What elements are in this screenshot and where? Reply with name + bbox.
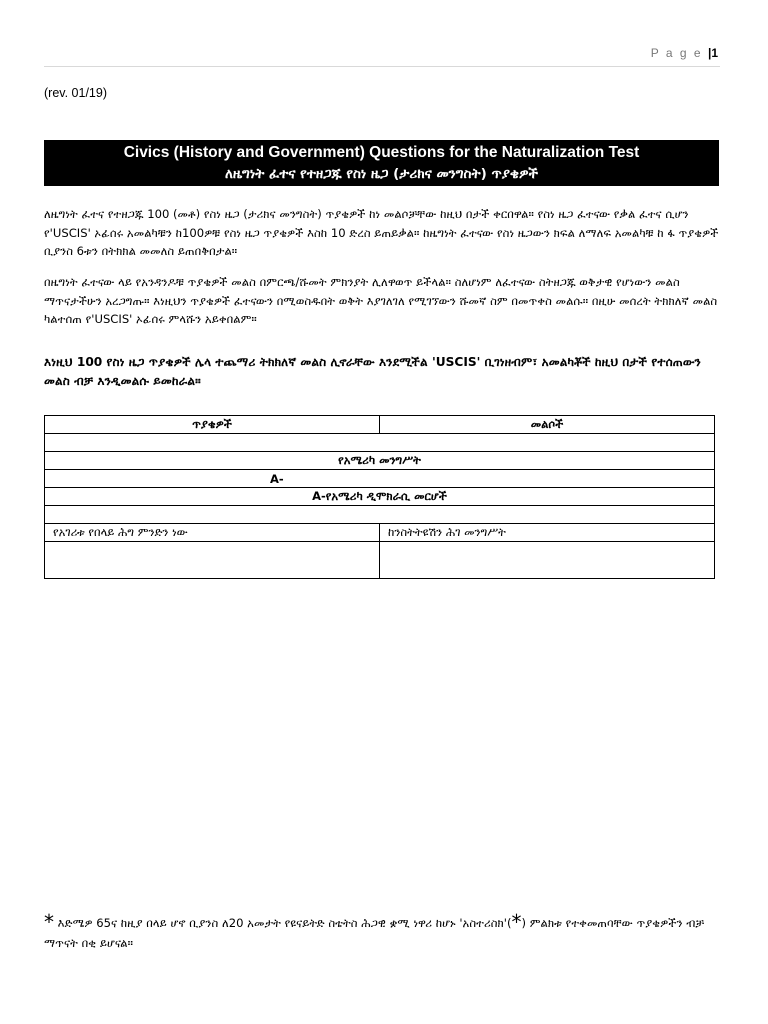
empty-row xyxy=(45,434,715,452)
empty-cell xyxy=(45,506,715,524)
subsection-row xyxy=(45,488,715,506)
table-header-row xyxy=(45,416,715,434)
section-title: የአሜሪካ መንግሥት xyxy=(45,452,715,470)
asterisk-icon: * xyxy=(511,910,522,934)
question-cell xyxy=(45,542,380,579)
page-separator: | xyxy=(707,46,712,60)
answer-cell xyxy=(380,542,715,579)
answers-column-header: መልሶች xyxy=(380,416,715,434)
title-amharic: ለዜግነት ፈተና የተዘጋጁ የስነ ዜጋ (ታሪክና መንግስት) ጥያቄዎች xyxy=(224,166,539,182)
question-cell: የአገሪቱ የበላይ ሕግ ምንድን ነው xyxy=(45,524,380,542)
page-header xyxy=(44,46,720,67)
title-english: Civics (History and Government) Questions for the Naturalization Test xyxy=(123,144,640,161)
page-label: P a g e xyxy=(650,46,703,60)
subsection-title: A-የአሜሪካ ዲሞክራሲ መርሆች xyxy=(45,488,715,506)
empty-row xyxy=(45,506,715,524)
answer-cell: ከንስትትዩሽን ሕገ መንግሥት xyxy=(380,524,715,542)
page-number-value: 1 xyxy=(711,46,718,60)
section-row xyxy=(45,452,715,470)
table-row xyxy=(45,542,715,579)
page-number xyxy=(651,46,718,60)
asterisk-icon: * xyxy=(44,910,54,934)
revision-note: (rev. 01/19) xyxy=(44,86,107,100)
intro-paragraph: ለዜግነት ፈተና የተዘጋጁ 100 (መቶ) የስነ ዜጋ (ታሪክና መንግስት) ጥያቄዎች ከነ መልሶቻቸው ከዚህ በታች ቀርበዋል። የስነ ዜጋ ፈተናው የቃል ፈተና ሲሆን የ'USCIS' ኦፊሰሩ አመልካቹን ከ100ዎቹ የስነ ዜጋ ጥያቄዎች እስከ 10 ድረስ ይጠይቃል። ከዜግነት ፈተናው የስነ ዜጋውን ክፍል ለማለፍ አመልካቹ ከ ፋ ጥያቄዎች ቢያንስ 6ቱን በትክክል መመለስ ይጠበቅበታል። xyxy=(44,207,719,258)
answer-advice-paragraph: እነዚህ 100 የስነ ዜጋ ጥያቄዎች ሌላ ተጨማሪ ትክክለኛ መልስ ሊኖራቸው እንደሚችል 'USCIS' ቢገነዘብም፣ አመልካቾች ከዚህ በታች የተሰጠውን መልስ ብቻ እንዲመልሱ ይመከራል። xyxy=(44,355,701,388)
questions-table xyxy=(44,415,715,579)
title-banner xyxy=(44,140,719,186)
footnote xyxy=(44,912,724,953)
section-letter: A- xyxy=(45,470,715,488)
update-notice-paragraph: በዜግነት ፈተናው ላይ የአንዳንዶቹ ጥያቄዎች መልስ በምርጫ/ሹመት ምክንያት ሊለዋወጥ ይችላል። ስለሆነም ለፈተናው ስትዘጋጁ ወቅታዊ የሆነውን መልስ ማጥናታችሁን አረጋግጡ። እነዚህን ጥያቄዎች ፈተናውን በሚወስዱበት ወቅት እያገለገለ የሚገኘውን ሹመኛ ስም በመጥቀስ መልሱ። በዚሁ መሰረት ትክክለኛ መልስ ካልተሰጠ የ'USCIS' ኦፊሰሩ ምላሹን አይቀበልም። xyxy=(44,275,718,326)
empty-cell xyxy=(45,434,715,452)
table-row xyxy=(45,524,715,542)
questions-column-header: ጥያቄዎች xyxy=(45,416,380,434)
footnote-text-end: ) ምልክቱ የተቀመጠባቸው ጥያቄዎችን ብቻ ማጥናት በቂ ይሆናል። xyxy=(44,916,705,950)
footnote-text-start: እድሜዎ 65ና ከዚያ በላይ ሆኖ ቢያንስ ለ20 አመታት የዩናይትድ ስቴትስ ሕጋዊ ቋሚ ነዋሪ ከሆኑ 'አስተሪስክ'( xyxy=(54,916,512,930)
section-letter-row xyxy=(45,470,715,488)
